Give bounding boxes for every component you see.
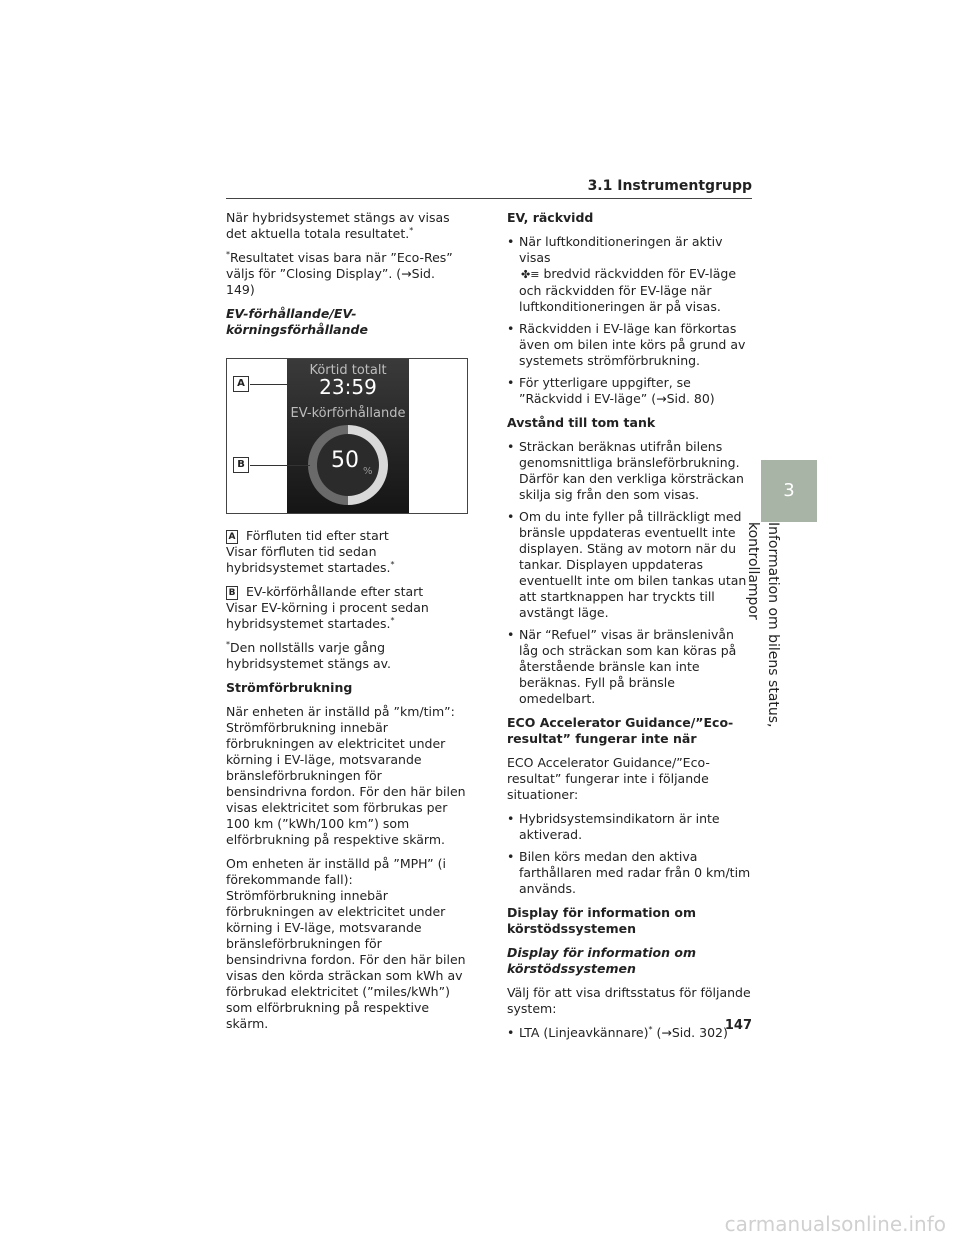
ev-ratio-figure (226, 358, 468, 514)
instrument-screen (287, 359, 409, 513)
footnote: *Resultatet visas bara när ”Eco-Res” väljs för ”Closing Display”. (→Sid. 149) (226, 249, 453, 297)
item-a-desc: Visar förfluten tid sedan hybridsystemet startades.* (226, 544, 395, 575)
callout-a: A (233, 376, 249, 392)
paragraph: ECO Accelerator Guidance/”Eco-resultat” fungerar inte i följande situationer: (507, 755, 710, 802)
list-item: • Om du inte fyller på tillräckligt med bränsle uppdateras eventuellt inte displayen. Stäng av motorn när du tankar. Displayen uppdateras eventuellt inte om bilen tankas utan att startknappen har tryckts till avstängt läge. (507, 509, 752, 621)
list-item: • Sträckan beräknas utifrån bilens genomsnittliga bränsleförbrukning. Därför kan den verkliga körsträckan skilja sig från den som visas. (507, 439, 752, 503)
percent-value: 50 (331, 448, 359, 473)
watermark: carmanualsonline.info (724, 1212, 946, 1236)
ev-ratio-gauge (308, 425, 388, 505)
list (507, 439, 752, 707)
page-number: 147 (724, 1018, 752, 1033)
paragraph: När enheten är inställd på ”km/tim”: Strömförbrukning innebär förbrukningen av elektricitet under körning i EV-läge, motsvarande bränsleförbrukningen för bensindrivna fordon. För den här bilen visas elektricitet som förbrukas per 100 km (”kWh/100 km”) som elförbrukning på respektive skärm. (226, 704, 466, 847)
callout-b: B (233, 457, 249, 473)
paragraph: Välj för att visa driftsstatus för följande system: (507, 985, 751, 1016)
heading-eco: ECO Accelerator Guidance/”Eco-resultat” fungerar inte när (507, 715, 734, 746)
list-item: • När “Refuel” visas är bränslenivån låg och sträckan som kan köras på återstående bränsle kan inte beräknas. Fyll på bränsle omedelbart. (507, 627, 752, 707)
right-column (507, 210, 752, 1049)
paragraph: När hybridsystemet stängs av visas det aktuella totala resultatet.* (226, 210, 450, 241)
list-item: • LTA (Linjeavkännare)* (→Sid. 302) (507, 1025, 752, 1041)
fan-icon: ✤≡ (521, 268, 540, 281)
chapter-tab: 3 (761, 460, 817, 522)
left-column (226, 210, 466, 1040)
screen-title: Körtid totalt (309, 363, 387, 378)
screen-subtitle: EV-körförhållande (290, 406, 406, 421)
item-b-desc: Visar EV-körning i procent sedan hybridsystemet startades.* (226, 600, 429, 631)
heading-empty-tank: Avstånd till tom tank (507, 415, 656, 430)
callout-b-leader (250, 465, 310, 466)
list-item: • Hybridsystemsindikatorn är inte aktiverad. (507, 811, 752, 843)
heading-power: Strömförbrukning (226, 680, 353, 695)
heading-ev-range: EV, räckvidd (507, 210, 594, 225)
paragraph: Om enheten är inställd på ”MPH” (i förekommande fall): Strömförbrukning innebär förbrukningen av elektricitet under körning i EV-läge, motsvarande bränsleförbrukningen för bensindrivna fordon. För den här bilen visas den körda sträckan som kWh av förbrukad elektricitet (”miles/kWh”) som elförbrukning på respektive skärm. (226, 856, 466, 1031)
percent-unit: % (363, 466, 373, 477)
sub-heading: EV-förhållande/EV-körningsförhållande (226, 306, 368, 337)
gauge-center (317, 434, 379, 496)
heading-assist: Display för information om körstödssystemen (507, 905, 696, 936)
item-b-title: B EV-körförhållande efter start (226, 584, 466, 600)
label-a: A (226, 530, 238, 544)
list-item: • Räckvidden i EV-läge kan förkortas även om bilen inte körs på grund av systemets strömförbrukning. (507, 321, 752, 369)
list-item: • För ytterligare uppgifter, se ”Räckvidd i EV-läge” (→Sid. 80) (507, 375, 752, 407)
section-header: 3.1 Instrumentgrupp (587, 178, 752, 194)
label-b: B (226, 586, 238, 600)
list-item: • Bilen körs medan den aktiva farthållaren med radar från 0 km/tim används. (507, 849, 752, 897)
list (507, 811, 752, 897)
callout-a-leader (250, 384, 306, 385)
screen-time: 23:59 (319, 375, 377, 399)
sub-heading-assist: Display för information om körstödssystemen (507, 945, 696, 976)
item-a-title: A Förfluten tid efter start (226, 528, 466, 544)
chapter-title: Information om bilens status, kontrollampor (745, 522, 781, 728)
footnote: *Den nollställs varje gång hybridsystemet stängs av. (226, 639, 392, 671)
header-rule (226, 198, 752, 199)
list-item: • När luftkonditioneringen är aktiv visas ✤≡ bredvid räckvidden för EV-läge och räckvidden för EV-läge när luftkonditioneringen är på visas. (507, 234, 752, 315)
list (507, 234, 752, 407)
